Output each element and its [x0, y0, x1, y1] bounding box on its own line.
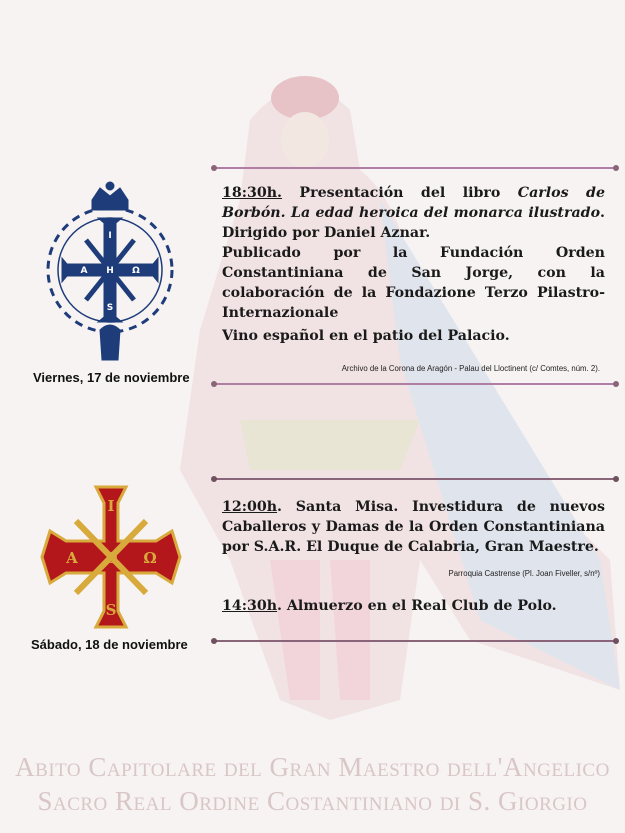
event-friday-text-before: Presentación del libro	[281, 185, 518, 201]
divider-rule-top-1	[210, 165, 620, 171]
svg-text:S: S	[106, 303, 114, 313]
event-friday-text-after: . Dirigido por Daniel Aznar.	[222, 205, 605, 241]
svg-text:H: H	[106, 266, 114, 276]
day-label-friday: Viernes, 17 de noviembre	[33, 370, 190, 385]
svg-text:S: S	[105, 601, 117, 619]
divider-rule-bottom-1	[210, 381, 620, 387]
svg-text:I: I	[108, 231, 112, 241]
event-saturday-time: 12:00h	[222, 499, 278, 515]
constantinian-navy-emblem-icon	[40, 180, 180, 368]
svg-text:I: I	[107, 497, 115, 515]
day-label-saturday: Sábado, 18 de noviembre	[31, 637, 188, 652]
event-friday-venue: Archivo de la Corona de Aragón - Palau del Lloctinent (c/ Comtes, núm. 2).	[341, 364, 600, 373]
svg-text:Ω: Ω	[143, 549, 157, 567]
event-friday-description	[222, 183, 605, 323]
svg-text:D: D	[104, 549, 118, 567]
event-friday-book-title: Carlos de Borbón. La edad heroica del monarca ilustrado	[222, 185, 605, 221]
divider-rule-bottom-2	[210, 638, 620, 644]
event-friday-time: 18:30h.	[222, 185, 282, 201]
event-saturday-lunch	[222, 596, 605, 616]
svg-text:Ω: Ω	[132, 266, 140, 276]
constantinian-red-cross-icon	[38, 483, 184, 631]
divider-rule-top-2	[210, 476, 620, 482]
svg-text:A: A	[66, 549, 78, 567]
event-friday-wine: Vino español en el patio del Palacio.	[222, 328, 510, 344]
background-caption-line2: Sacro Real Ordine Costantiniano di S. Giorgio	[37, 786, 588, 816]
event-friday-publisher: Publicado por la Fundación Orden Constantiniana de San Jorge, con la colaboración de la Fondazione Terzo Pilastro-Internazionale	[222, 245, 605, 321]
event-saturday-time2: 14:30h	[222, 598, 278, 614]
event-saturday-text2: . Almuerzo en el Real Club de Polo.	[277, 598, 557, 614]
event-saturday-venue: Parroquia Castrense (Pl. Joan Fiveller, s/nº)	[448, 569, 600, 578]
svg-text:A: A	[80, 266, 88, 276]
event-saturday-text: . Santa Misa. Investidura de nuevos Caballeros y Damas de la Orden Constantiniana por S.A.R. El Duque de Calabria, Gran Maestre.	[222, 499, 605, 555]
event-saturday-description	[222, 497, 605, 557]
background-caption-line1: Abito Capitolare del Gran Maestro dell'Angelico	[15, 752, 610, 782]
